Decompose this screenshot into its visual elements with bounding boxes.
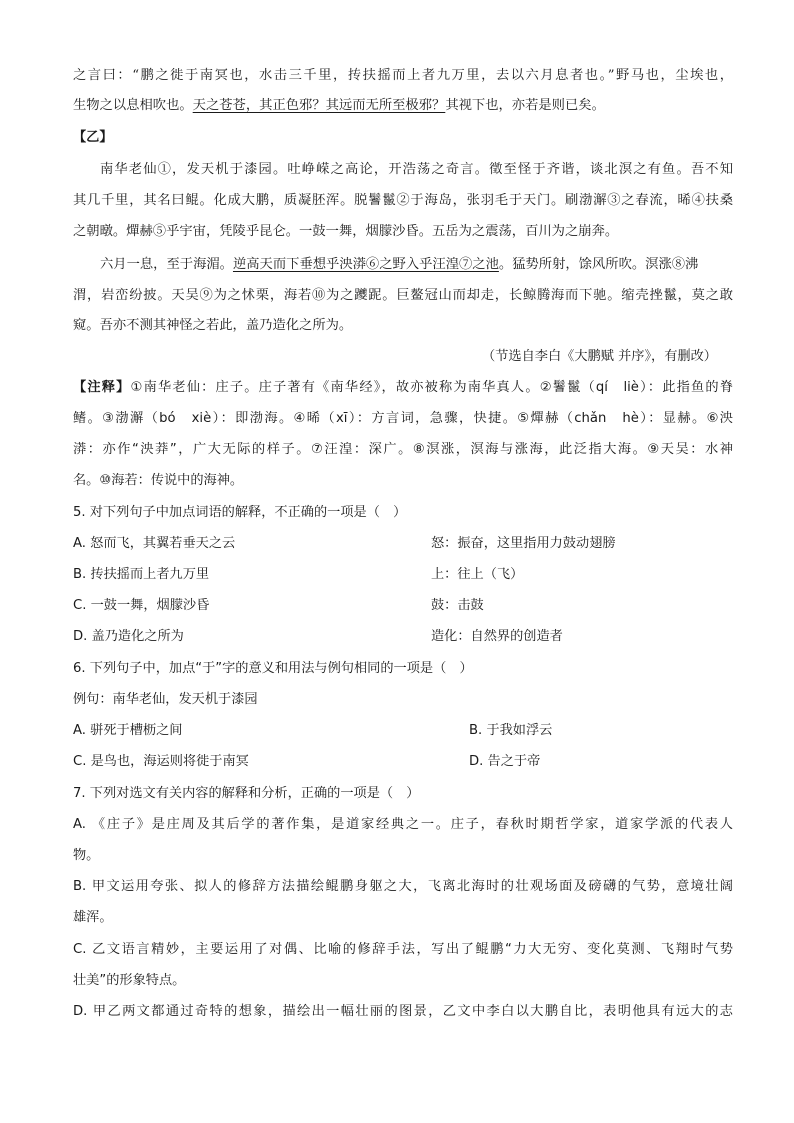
q7-option-d-line-1: D. 甲乙两文都通过奇特的想象，描绘出一幅壮丽的图景，乙文中李白以大鹏自比，表明他具有远大的志: [73, 1004, 733, 1019]
passage-b-source: （节选自李白《大鹏赋 并序》，有删改）: [482, 349, 717, 364]
passage-b-p2-line-2: 渭，岩峦纷披。天吴⑨为之怵栗，海若⑩为之躨跜。巨鳌冠山而却走，长鲸腾海而下驰。缩壳挫鬣，莫之敢: [73, 288, 733, 303]
q6-option-d: D. 告之于帝: [469, 754, 541, 769]
q5-option-b: [73, 565, 733, 585]
q7-option-a-line-1: A. 《庄子》是庄周及其后学的著作集，是道家经典之一。庄子，春秋时期哲学家，道家学派的代表人: [73, 817, 733, 832]
notes-line-4: 名。⑩海若：传说中的海神。: [73, 473, 244, 488]
passage-a-tail: 其视下也，亦若是则已矣。: [445, 98, 605, 113]
q7-option-c-line-1: C. 乙文语言精妙，主要运用了对偶、比喻的修辞手法，写出了鲲鹏“力大无穷、变化莫测、飞翔时气势: [73, 942, 733, 957]
q5-option-d-sentence: D. 盖乃造化之所为: [73, 629, 184, 644]
q5-option-d-explanation: 造化：自然界的创造者: [431, 629, 563, 644]
q5-option-a-sentence: A. 怒而飞，其翼若垂天之云: [73, 536, 236, 551]
q5-option-b-sentence: B. 抟扶摇而上者九万里: [73, 567, 210, 582]
passage-a-plain: 生物之以息相吹也。: [73, 98, 193, 113]
q6-option-c: C. 是鸟也，海运则将徙于南冥: [73, 754, 249, 769]
q7-option-a-line-2: 物。: [73, 848, 100, 863]
passage-b-underlined-sentence: 逆高天而下垂想乎泱漭⑥之野入乎汪湟⑦之池: [232, 257, 499, 272]
q5-option-d: [73, 627, 733, 647]
notes-text-1: ①南华老仙：庄子。庄子著有《南华经》，故亦被称为南华真人。②鬐鬣（qí liè）：此指鱼的脊: [130, 380, 734, 395]
q6-option-b: B. 于我如浮云: [469, 723, 553, 738]
notes-line-1: [73, 378, 733, 398]
passage-b-p1-line-1: 南华老仙①，发天机于漆园。吐峥嵘之高论，开浩荡之奇言。徵至怪于齐谐，谈北溟之有鱼。吾不知: [100, 162, 733, 177]
passage-a-line-2: [73, 96, 733, 116]
q5-option-a-explanation: 怒：振奋，这里指用力鼓动翅膀: [431, 536, 616, 551]
q6-options-row-1: [73, 721, 733, 741]
passage-b-p2-line-1: [100, 255, 733, 275]
q7-option-b-line-1: B. 甲文运用夸张、拟人的修辞方法描绘鲲鹏身躯之大，飞离北海时的壮观场面及磅礴的气势，意境壮阔: [73, 879, 733, 894]
passage-b-p2-tail: 。猛势所射，馀风所吹。溟涨⑧沸: [498, 257, 699, 272]
passage-b-p1-line-3: 之朝暾。燀赫⑤乎宇宙，凭陵乎昆仑。一鼓一舞，烟朦沙昏。五岳为之震荡，百川为之崩奔。: [73, 224, 619, 239]
notes-line-3: 漭：亦作“泱莽”，广大无际的样子。⑦汪湟：深广。⑧溟涨，溟海与涨海，此泛指大海。⑨天吴：水神: [73, 442, 733, 457]
q5-option-c: [73, 596, 733, 616]
q6-options-row-2: [73, 752, 733, 772]
q6-stem: 6. 下列句子中，加点“于”字的意义和用法与例句相同的一项是（ ）: [73, 661, 473, 676]
q5-stem: 5. 对下列句子中加点词语的解释，不正确的一项是（ ）: [73, 505, 407, 520]
q7-option-b-line-2: 雄浑。: [73, 910, 113, 925]
q5-option-a: [73, 534, 733, 554]
notes-label: 【注释】: [73, 380, 131, 395]
notes-line-2: 鳍。③渤澥（bó xiè）：即渤海。④晞（xī）：方言词，急骤，快捷。⑤燀赫（chǎn hè）：显赫。⑥泱: [73, 411, 733, 426]
q7-stem: 7. 下列对选文有关内容的解释和分析，正确的一项是（ ）: [73, 786, 420, 801]
passage-a-line-1: 之言曰：“鹏之徙于南冥也，水击三千里，抟扶摇而上者九万里，去以六月息者也。”野马也，尘埃也，: [73, 68, 733, 83]
passage-b-heading: 【乙】: [73, 130, 113, 145]
passage-a-underlined-sentence: 天之苍苍，其正色邪？其远而无所至极邪？: [192, 98, 446, 113]
q7-option-c-line-2: 壮美”的形象特点。: [73, 973, 186, 988]
q6-example: 例句：南华老仙，发天机于漆园: [73, 692, 258, 707]
q5-option-b-explanation: 上：往上（飞）: [431, 567, 524, 582]
q5-option-c-explanation: 鼓：击鼓: [431, 598, 484, 613]
passage-b-p2-line-3: 窥。吾亦不测其神怪之若此，盖乃造化之所为。: [73, 318, 353, 333]
q6-option-a: A. 骈死于槽枥之间: [73, 723, 183, 738]
passage-b-p1-line-2: 其几千里，其名曰鲲。化成大鹏，质凝胚浑。脱鬐鬣②于海岛，张羽毛于天门。刷渤澥③之春流，晞④扶桑: [73, 193, 733, 208]
q5-option-c-sentence: C. 一鼓一舞，烟朦沙昏: [73, 598, 210, 613]
passage-b-p2-plain: 六月一息，至于海湄。: [100, 257, 233, 272]
